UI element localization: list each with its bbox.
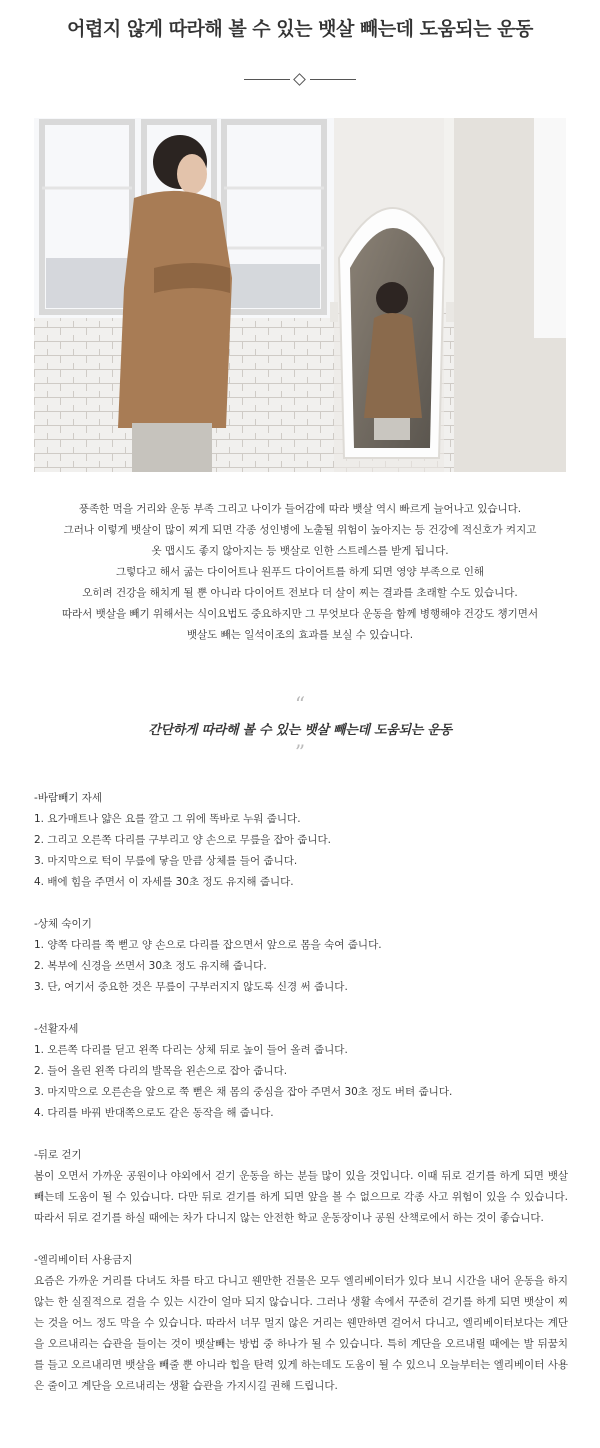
divider-diamond-icon: [293, 73, 306, 86]
intro-line: 오히려 건강을 해치게 될 뿐 아니라 다이어트 전보다 더 살이 찌는 결과를 초래할 수도 있습니다.: [82, 587, 518, 599]
exercise-heading: -엘리베이터 사용금지: [34, 1254, 133, 1266]
quote-open-icon: “: [294, 692, 306, 716]
woman-mirror-illustration: [34, 118, 566, 472]
exercise-step: 2. 들어 올린 왼쪽 다리의 발목을 왼손으로 잡아 줍니다.: [34, 1065, 288, 1077]
exercise-section: [34, 914, 568, 998]
section-subtitle: 간단하게 따라해 볼 수 있는 뱃살 빼는데 도움되는 운동: [148, 723, 452, 738]
exercise-paragraph: 요즘은 가까운 거리를 다녀도 차를 타고 다니고 웬만한 건물은 모두 엘리베이터가 있다 보니 시간을 내어 운동을 하지 않는 한 실질적으로 걸을 수 있는 시간이 얼마 되지 않습니다. 그러나 생활 속에서 꾸준히 걷기를 하게 되면 뱃살이 찌는 것을 어느 정도 막을 수 있습니다. 따라서 너무 멀지 않은 거리는 웬만하면 걸어서 다니고, 엘리베이터보다는 계단을 오르내리는 습관을 들이는 것이 뱃살빼는 방법 중 하나가 될 수 있습니다. 특히 계단을 오르내릴 때에는 발 뒤꿈치를 들고 오르내리면 뱃살을 빼줄 뿐 아니라 힙을 탄력 있게 하는데도 도움이 될 수 있으니 오늘부터는 엘리베이터 사용은 줄이고 계단을 오르내리는 생활 습관을 가지시길 권해 드립니다.: [34, 1275, 568, 1392]
intro-text: [20, 499, 580, 646]
exercise-step: 1. 오른쪽 다리를 딛고 왼쪽 다리는 상체 뒤로 높이 들어 올려 줍니다.: [34, 1044, 348, 1056]
exercise-section: [34, 1019, 568, 1124]
intro-line: 그렇다고 해서 굶는 다이어트나 원푸드 다이어트를 하게 되면 영양 부족으로 인해: [115, 566, 485, 578]
exercise-heading: -선활자세: [34, 1023, 79, 1035]
exercise-step: 2. 그리고 오른쪽 다리를 구부리고 양 손으로 무릎을 잡아 줍니다.: [34, 834, 331, 846]
exercise-step: 2. 복부에 신경을 쓰면서 30초 정도 유지해 줍니다.: [34, 960, 267, 972]
exercise-section: [34, 788, 568, 893]
exercise-step: 3. 마지막으로 턱이 무릎에 닿을 만큼 상체를 들어 줍니다.: [34, 855, 298, 867]
exercise-step: 1. 요가매트나 얇은 요를 깔고 그 위에 똑바로 누워 줍니다.: [34, 813, 301, 825]
exercise-heading: -바람빼기 자세: [34, 792, 102, 804]
page-title: 어렵지 않게 따라해 볼 수 있는 뱃살 빼는데 도움되는 운동: [67, 18, 533, 40]
quote-close-icon: ”: [294, 740, 306, 764]
divider-line-left: [244, 79, 290, 80]
intro-line: 옷 맵시도 좋지 않아지는 등 뱃살로 인한 스트레스를 받게 됩니다.: [151, 545, 449, 557]
exercise-paragraph: 봄이 오면서 가까운 공원이나 야외에서 걷기 운동을 하는 분들 많이 있을 것입니다. 이때 뒤로 걷기를 하게 되면 뱃살 빼는데 도움이 될 수 있습니다. 다만 뒤로 걷기를 하게 되면 앞을 볼 수 없으므로 각종 사고 위험이 있을 수 있습니다. 따라서 뒤로 걷기를 하실 때에는 차가 다니지 않는 안전한 학교 운동장이나 공원 산책로에서 하는 것이 좋습니다.: [34, 1170, 568, 1224]
exercise-heading: -상체 숙이기: [34, 918, 92, 930]
intro-line: 풍족한 먹을 거리와 운동 부족 그리고 나이가 들어감에 따라 뱃살 역시 빠르게 늘어나고 있습니다.: [78, 503, 522, 515]
woman-mirror-photo: [34, 118, 566, 472]
exercise-step: 4. 배에 힘을 주면서 이 자세를 30초 정도 유지해 줍니다.: [34, 876, 294, 888]
intro-line: 그러나 이렇게 뱃살이 많이 찌게 되면 각종 성인병에 노출될 위험이 높아지는 등 건강에 적신호가 켜지고: [63, 524, 537, 536]
exercise-list: [34, 788, 568, 1418]
exercise-step: 3. 마지막으로 오른손을 앞으로 쭉 뻗은 채 몸의 중심을 잡아 주면서 30초 정도 버텨 줍니다.: [34, 1086, 453, 1098]
intro-line: 뱃살도 빼는 일석이조의 효과를 보실 수 있습니다.: [186, 629, 414, 641]
exercise-step: 4. 다리를 바꿔 반대쪽으로도 같은 동작을 해 줍니다.: [34, 1107, 274, 1119]
exercise-section: [34, 1250, 568, 1397]
exercise-heading: -뒤로 걷기: [34, 1149, 82, 1161]
exercise-step: 3. 단, 여기서 중요한 것은 무릎이 구부러지지 않도록 신경 써 줍니다.: [34, 981, 348, 993]
exercise-step: 1. 양쪽 다리를 쭉 뻗고 양 손으로 다리를 잡으면서 앞으로 몸을 숙여 줍니다.: [34, 939, 382, 951]
divider-line-right: [310, 79, 356, 80]
intro-line: 따라서 뱃살을 빼기 위해서는 식이요법도 중요하지만 그 무엇보다 운동을 함께 병행해야 건강도 챙기면서: [61, 608, 539, 620]
exercise-section: [34, 1145, 568, 1229]
title-divider: [244, 73, 356, 87]
